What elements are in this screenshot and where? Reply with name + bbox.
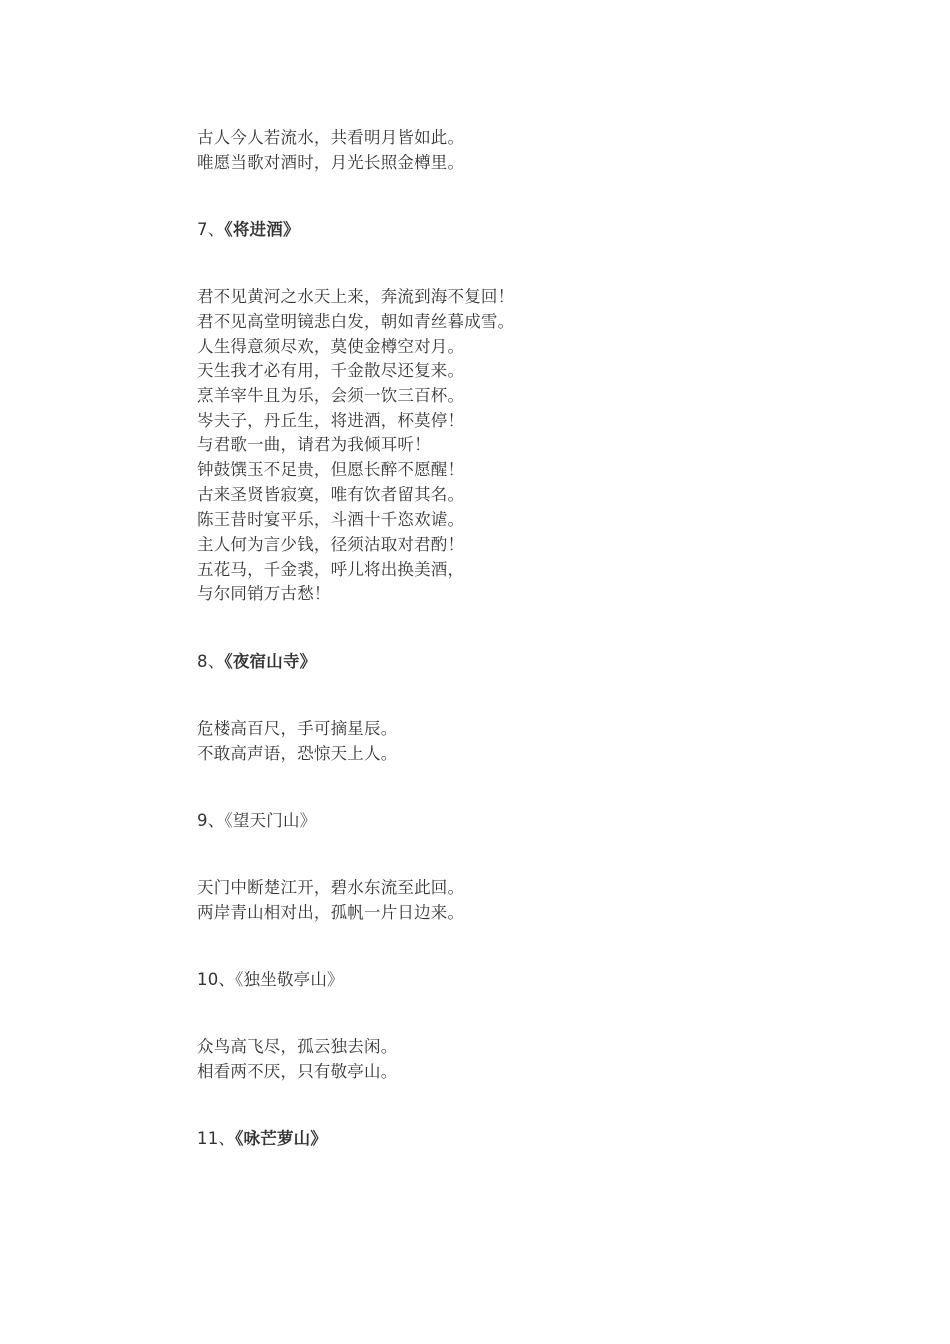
- poem-heading: [197, 650, 316, 674]
- poem-line: 危楼高百尺，手可摘星辰。: [197, 719, 398, 738]
- poem-title: 《咏芒萝山》: [235, 1129, 328, 1148]
- poem-heading: [197, 218, 300, 242]
- poem-line: 相看两不厌，只有敬亭山。: [197, 1062, 398, 1081]
- poem-title: 《望天门山》: [224, 811, 317, 830]
- poem-line: 两岸青山相对出，孤帆一片日边来。: [197, 903, 465, 922]
- poem-title: 《夜宿山寺》: [224, 652, 317, 671]
- poem-title: 《独坐敬亭山》: [235, 970, 344, 989]
- poem-line: 陈王昔时宴平乐，斗酒十千恣欢谑。: [197, 510, 465, 529]
- poem-line: 唯愿当歌对酒时，月光长照金樽里。: [197, 153, 465, 172]
- poem-heading: [197, 809, 316, 833]
- poem-title: 《将进酒》: [224, 220, 300, 239]
- poem-number: 9、: [197, 811, 225, 830]
- poem-number: 8、: [197, 652, 225, 671]
- poem-line: 与尔同销万古愁！: [197, 584, 331, 603]
- poem-number: 7、: [197, 220, 225, 239]
- poem-line: 君不见高堂明镜悲白发，朝如青丝暮成雪。: [197, 312, 515, 331]
- poem-line: 古来圣贤皆寂寞，唯有饮者留其名。: [197, 485, 465, 504]
- poem-line: 钟鼓馔玉不足贵，但愿长醉不愿醒！: [197, 460, 465, 479]
- poem-line: 古人今人若流水，共看明月皆如此。: [197, 128, 465, 147]
- poem-line: 烹羊宰牛且为乐，会须一饮三百杯。: [197, 386, 465, 405]
- poem-line: 人生得意须尽欢，莫使金樽空对月。: [197, 337, 465, 356]
- poem-line: 岑夫子，丹丘生，将进酒，杯莫停！: [197, 411, 465, 430]
- poem-line: 不敢高声语，恐惊天上人。: [197, 744, 398, 763]
- poem-line: 主人何为言少钱，径须沽取对君酌！: [197, 535, 465, 554]
- poem-number: 11、: [197, 1129, 236, 1148]
- poem-number: 10、: [197, 970, 236, 989]
- poem-line: 五花马，千金裘，呼儿将出换美酒，: [197, 560, 465, 579]
- poem-line: 君不见黄河之水天上来，奔流到海不复回！: [197, 287, 515, 306]
- poem-heading: [197, 1127, 327, 1151]
- poem-line: 天门中断楚江开，碧水东流至此回。: [197, 878, 465, 897]
- poem-line: 天生我才必有用，千金散尽还复来。: [197, 361, 465, 380]
- poem-heading: [197, 968, 344, 992]
- poem-line: 与君歌一曲，请君为我倾耳听！: [197, 435, 431, 454]
- poem-line: 众鸟高飞尽，孤云独去闲。: [197, 1037, 398, 1056]
